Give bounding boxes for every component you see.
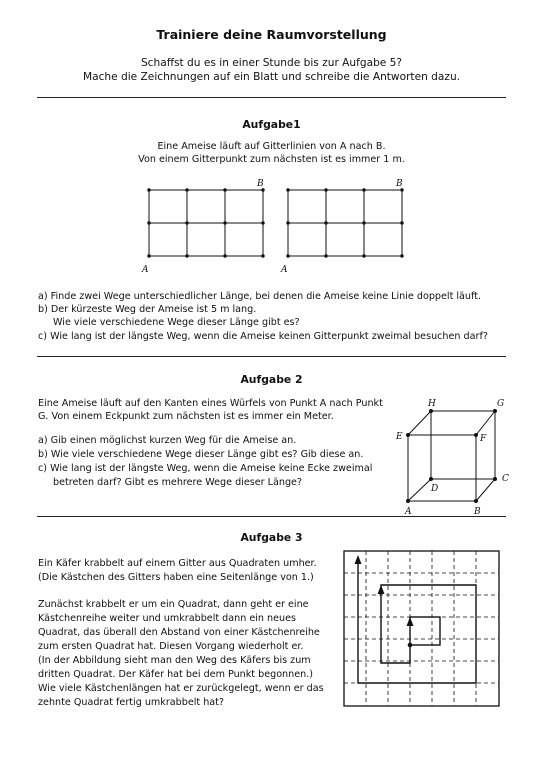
divider — [37, 356, 506, 357]
arrow-icon — [355, 555, 414, 626]
cube-label-h: H — [428, 399, 436, 409]
divider — [37, 516, 506, 517]
intro-line-2: Mache die Zeichnungen auf ein Blatt und schreibe die Antworten dazu. — [82, 71, 461, 83]
task3-paragraph2-line-1: Zunächst krabbelt er um ein Quadrat, dann geht er eine — [38, 599, 309, 610]
task3-paragraph2-line-8: zehnte Quadrat fertig umkrabbelt hat? — [38, 697, 225, 708]
divider — [37, 97, 506, 98]
task1-grids — [135, 175, 415, 280]
task3-paragraph2-line-3: Quadrat, das überall den Abstand von einer Kästchenreihe — [38, 627, 320, 638]
task2-description-line-1: Eine Ameise läuft auf den Kanten eines Würfels von Punkt A nach Punkt — [38, 398, 383, 409]
grid-right-label-a: A — [281, 265, 288, 275]
task1-item-b-continued: Wie viele verschiedene Wege dieser Länge gibt es? — [53, 317, 300, 328]
task2-item-b: b) Wie viele verschiedene Wege dieser Länge gibt es? Gib diese an. — [38, 449, 364, 460]
cube-label-c: C — [502, 474, 509, 484]
cube-figure — [390, 393, 520, 518]
task2-item-a: a) Gib einen möglichst kurzen Weg für die Ameise an. — [38, 435, 297, 446]
task3-paragraph2-line-5: (In der Abbildung sieht man den Weg des Käfers bis zum — [38, 655, 311, 666]
cube-label-g: G — [497, 399, 505, 409]
task1-heading: Aufgabe1 — [242, 118, 301, 131]
beetle-path — [358, 559, 476, 683]
task3-paragraph2-line-2: Kästchenreihe weiter und umkrabbelt dann ein neues — [38, 613, 297, 624]
grid-right — [288, 190, 402, 256]
task3-paragraph2-line-6: dritten Quadrat. Der Käfer hat bei dem Punkt begonnen.) — [38, 669, 313, 680]
cube-edges — [408, 411, 495, 501]
task1-item-a: a) Finde zwei Wege unterschiedlicher Länge, bei denen die Ameise keine Linie doppelt läuft. — [38, 291, 482, 302]
grid-right-label-b: B — [396, 179, 403, 189]
cube-label-e: E — [396, 432, 403, 442]
task2-description-line-2: G. Von einem Eckpunkt zum nächsten ist es immer ein Meter. — [38, 411, 334, 422]
task3-paragraph2-line-4: zum ersten Quadrat hat. Diesen Vorgang wiederholt er. — [38, 641, 304, 652]
grid-left-label-a: A — [142, 265, 149, 275]
task1-description-line-1: Eine Ameise läuft auf Gitterlinien von A nach B. — [157, 141, 386, 152]
task2-item-c-continued: betreten darf? Gibt es mehrere Wege dieser Länge? — [53, 477, 303, 488]
task3-heading: Aufgabe 3 — [240, 531, 303, 544]
task1-description-line-2: Von einem Gitterpunkt zum nächsten ist es immer 1 m. — [138, 154, 405, 165]
cube-label-d: D — [431, 484, 439, 494]
grid-left-label-b: B — [257, 179, 264, 189]
intro-line-1: Schaffst du es in einer Stunde bis zur Aufgabe 5? — [140, 57, 403, 69]
beetle-grid-figure — [336, 545, 508, 717]
page-title: Trainiere deine Raumvorstellung — [156, 27, 387, 42]
task2-item-c: c) Wie lang ist der längste Weg, wenn die Ameise keine Ecke zweimal — [38, 463, 373, 474]
task1-item-c: c) Wie lang ist der längste Weg, wenn die Ameise keinen Gitterpunkt zweimal besuchen darf? — [38, 331, 488, 342]
cube-label-b: B — [474, 507, 481, 517]
cube-label-f: F — [480, 434, 487, 444]
cube-label-a: A — [405, 507, 412, 517]
task3-paragraph1-line-1: Ein Käfer krabbelt auf einem Gitter aus Quadraten umher. — [38, 558, 317, 569]
grid-left — [149, 190, 263, 256]
task3-paragraph2-line-7: Wie viele Kästchenlängen hat er zurückgelegt, wenn er das — [38, 683, 324, 694]
beetle-start-point — [408, 643, 413, 648]
task3-paragraph1-line-2: (Die Kästchen des Gitters haben eine Seitenlänge von 1.) — [38, 572, 314, 583]
task2-heading: Aufgabe 2 — [240, 373, 303, 386]
task1-item-b: b) Der kürzeste Weg der Ameise ist 5 m lang. — [38, 304, 257, 315]
